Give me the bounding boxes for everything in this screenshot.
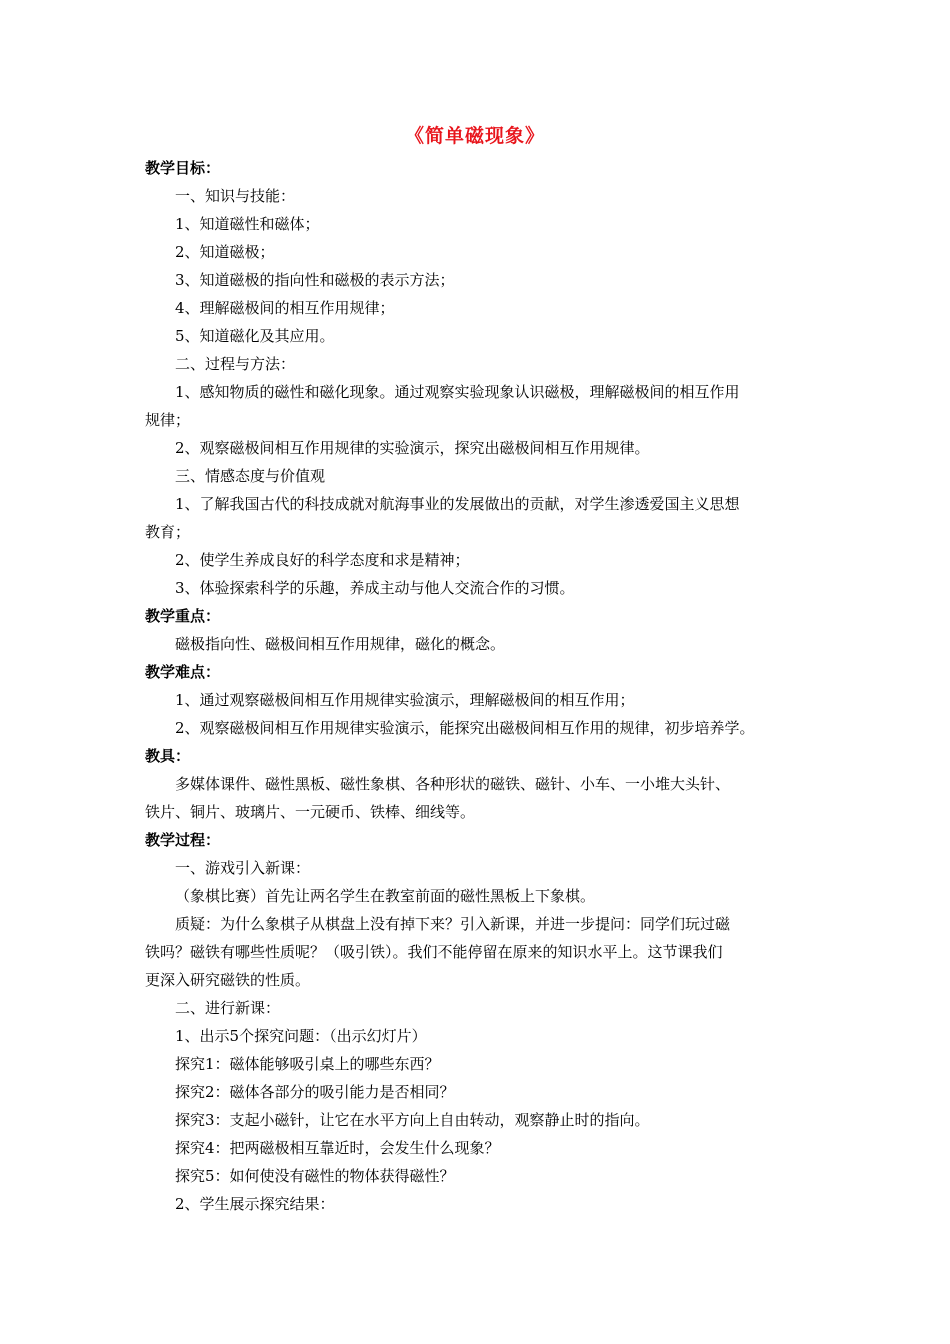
page-title: 《简单磁现象》 — [404, 125, 545, 147]
text-line: 1、通过观察磁极间相互作用规律实验演示，理解磁极间的相互作用； — [175, 691, 635, 709]
text-line: 2、知道磁极； — [175, 243, 275, 261]
text-line: 二、过程与方法： — [175, 355, 296, 373]
text-line: 三、情感态度与价值观 — [175, 467, 326, 485]
section-heading: 教学过程： — [145, 831, 221, 849]
text-line: 探究4：把两磁极相互靠近时，会发生什么现象？ — [175, 1139, 500, 1157]
text-line: 一、游戏引入新课： — [175, 859, 311, 877]
text-line: 铁片、铜片、玻璃片、一元硬币、铁棒、细线等。 — [145, 803, 476, 821]
section-heading: 教学目标： — [145, 159, 221, 177]
text-line: 2、观察磁极间相互作用规律的实验演示，探究出磁极间相互作用规律。 — [175, 439, 650, 457]
document-body — [145, 154, 825, 1218]
text-line: 2、观察磁极间相互作用规律实验演示，能探究出磁极间相互作用的规律，初步培养学。 — [175, 719, 755, 737]
text-line: 探究2：磁体各部分的吸引能力是否相同？ — [175, 1083, 455, 1101]
text-line: 二、进行新课： — [175, 999, 281, 1017]
text-line: 探究5：如何使没有磁性的物体获得磁性？ — [175, 1167, 455, 1185]
text-line: 1、知道磁性和磁体； — [175, 215, 320, 233]
text-line: 1、了解我国古代的科技成就对航海事业的发展做出的贡献，对学生渗透爱国主义思想 — [175, 495, 740, 513]
section-heading: 教具： — [145, 747, 191, 765]
text-line: 1、感知物质的磁性和磁化现象。通过观察实验现象认识磁极，理解磁极间的相互作用 — [175, 383, 740, 401]
text-line: 一、知识与技能： — [175, 187, 296, 205]
section-heading: 教学难点： — [145, 663, 221, 681]
text-line: （象棋比赛）首先让两名学生在教室前面的磁性黑板上下象棋。 — [175, 887, 596, 905]
text-line: 2、使学生养成良好的科学态度和求是精神； — [175, 551, 470, 569]
text-line: 探究3：支起小磁针，让它在水平方向上自由转动，观察静止时的指向。 — [175, 1111, 650, 1129]
text-line: 3、体验探索科学的乐趣，养成主动与他人交流合作的习惯。 — [175, 579, 575, 597]
text-line: 4、理解磁极间的相互作用规律； — [175, 299, 395, 317]
text-line: 教育； — [145, 523, 191, 541]
text-line: 更深入研究磁铁的性质。 — [145, 971, 311, 989]
text-line: 2、学生展示探究结果： — [175, 1195, 335, 1213]
text-line: 磁极指向性、磁极间相互作用规律，磁化的概念。 — [175, 635, 506, 653]
text-line: 多媒体课件、磁性黑板、磁性象棋、各种形状的磁铁、磁针、小车、一小堆大头针、 — [175, 775, 731, 793]
text-line: 3、知道磁极的指向性和磁极的表示方法； — [175, 271, 455, 289]
section-heading: 教学重点： — [145, 607, 221, 625]
text-line: 质疑：为什么象棋子从棋盘上没有掉下来？引入新课，并进一步提问：同学们玩过磁 — [175, 915, 731, 933]
text-line: 5、知道磁化及其应用。 — [175, 327, 335, 345]
text-line: 1、出示5个探究问题：（出示幻灯片） — [175, 1027, 427, 1045]
text-line: 规律； — [145, 411, 191, 429]
text-line: 探究1：磁体能够吸引桌上的哪些东西？ — [175, 1055, 440, 1073]
text-line: 铁吗？磁铁有哪些性质呢？（吸引铁）。我们不能停留在原来的知识水平上。这节课我们 — [145, 943, 723, 961]
